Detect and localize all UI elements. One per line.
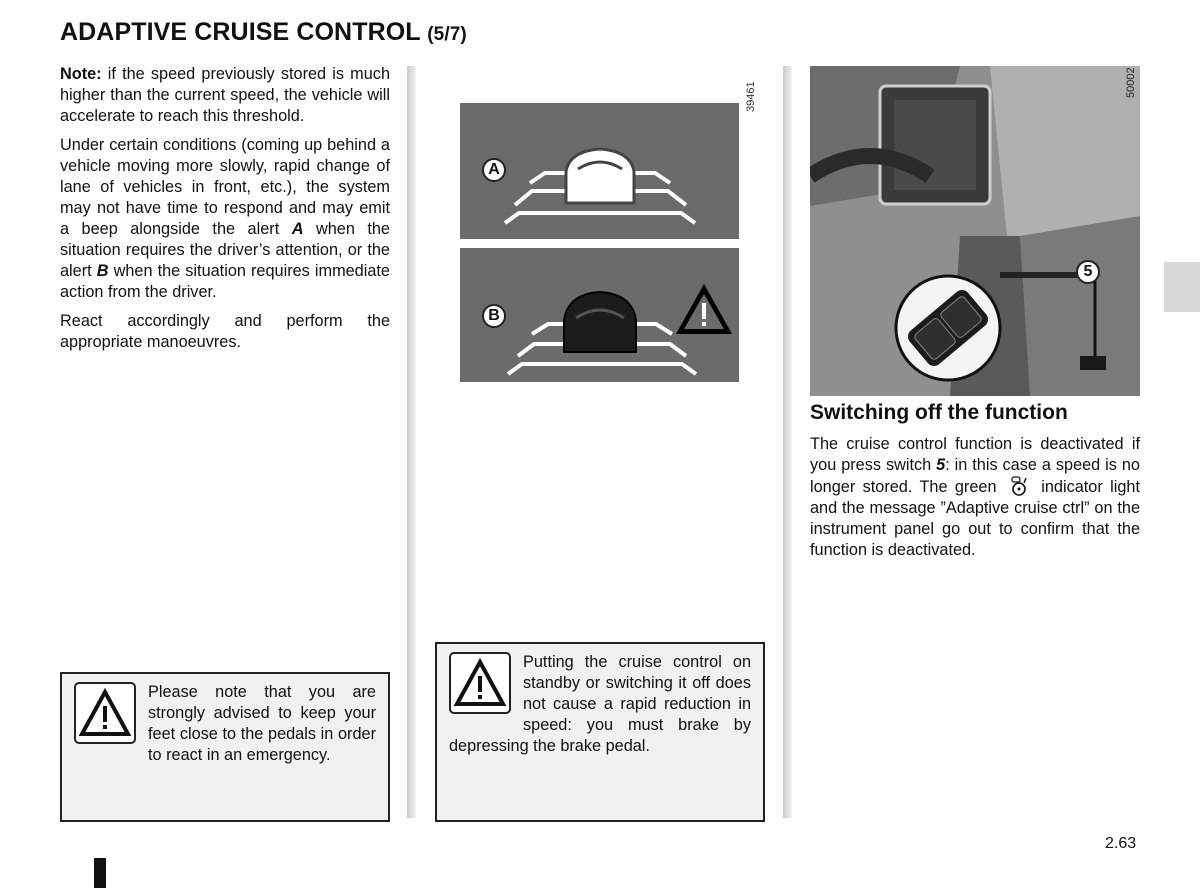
switch-off-paragraph: [810, 434, 1140, 561]
title-main: ADAPTIVE CRUISE CONTROL: [60, 18, 428, 46]
conditions-text-1: Under certain conditions (coming up behind a vehicle moving more slowly, rapid change of lane of vehicles in front, etc.), the system may not have time to respond and may emit a beep alongside the alert: [60, 136, 390, 238]
section-heading: Switching off the function: [810, 401, 1068, 424]
left-text-column: [60, 64, 390, 361]
conditions-paragraph: [60, 135, 390, 303]
column-divider-right: [783, 66, 792, 818]
title-part: (5/7): [427, 24, 467, 45]
warning-text-center: Putting the cruise control on standby or switching it off does not cause a rapid reduction in speed: you must brake by depressing the brake pedal.: [449, 653, 751, 755]
switch-off-text-3: indicator light and the message ”Adaptive cruise ctrl” on the instrument panel go out to confirm that the function is deactivated.: [810, 478, 1140, 559]
warning-icon: [449, 652, 511, 714]
warning-triangle-icon: [676, 284, 732, 334]
callout-5-badge: 5: [1076, 260, 1100, 284]
label-b-badge: B: [482, 304, 506, 328]
warning-box-left: [60, 672, 390, 822]
cruise-indicator-icon: [1004, 476, 1034, 496]
dashboard-illustration: [810, 66, 1140, 396]
note-text: if the speed previously stored is much higher than the current speed, the vehicle will accelerate to reach this threshold.: [60, 65, 390, 125]
note-label: Note:: [60, 65, 102, 83]
warning-icon: [74, 682, 136, 744]
section-tab-marker: [1164, 262, 1200, 312]
column-divider-left: [407, 66, 416, 818]
page-number: 2.63: [1105, 835, 1137, 852]
figure-code-right: 50002: [1125, 67, 1137, 98]
warning-text-left: Please note that you are strongly advised to keep your feet close to the pedals in order to react in an emergency.: [148, 683, 376, 764]
vehicle-ahead-outline: [566, 149, 634, 203]
alert-a-ref: A: [291, 220, 304, 238]
dashboard-photo: [810, 66, 1140, 396]
react-paragraph: React accordingly and perform the appropriate manoeuvres.: [60, 312, 390, 351]
corner-mark: [94, 858, 106, 888]
figure-code-center: 39461: [745, 81, 757, 112]
right-text-column: [810, 434, 1140, 561]
conditions-text-2: when the situation requires the driver’s attention, or the alert: [60, 220, 390, 280]
switch-off-text-2: : in this case a speed is no longer stored. The green: [810, 456, 1140, 496]
switch-ref: 5: [936, 456, 946, 474]
warning-box-center: [435, 642, 765, 822]
note-paragraph: [60, 64, 390, 127]
label-a-badge: A: [482, 158, 506, 182]
conditions-text-3: when the situation requires immediate action from the driver.: [60, 262, 390, 301]
vehicle-close-outline: [564, 292, 636, 352]
page-title: [60, 18, 467, 47]
alert-b-ref: B: [96, 262, 109, 280]
switch-off-text-1: The cruise control function is deactivated if you press switch: [810, 435, 1140, 474]
